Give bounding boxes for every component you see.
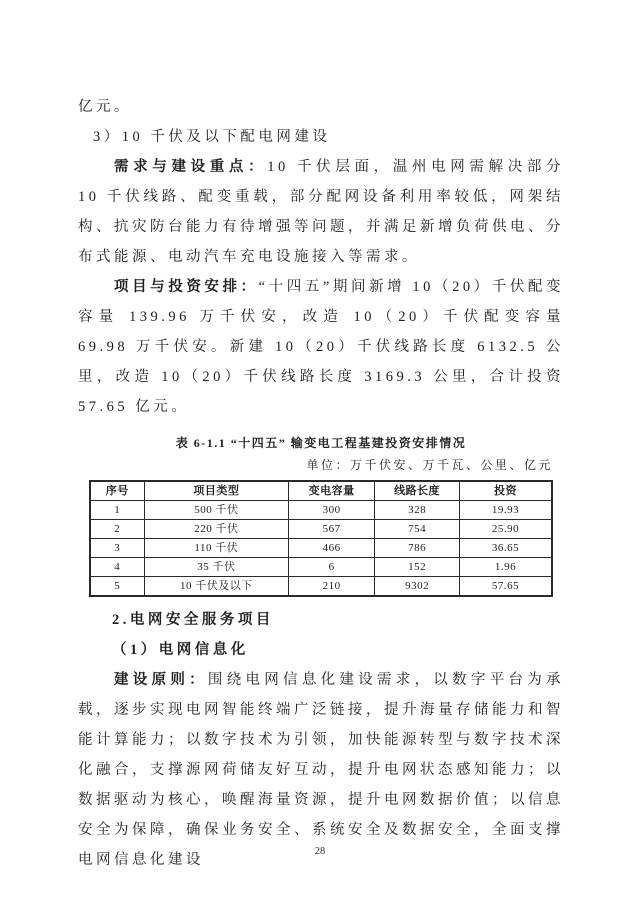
heading-grid-security-services: 2.电网安全服务项目 — [112, 612, 274, 628]
paragraph-demand-text: 10 千伏层面，温州电网需解决部分 10 千伏线路、配变重载，部分配网设备利用率较低，网架结构、抗灾防台能力有待增强等问题，并满足新增负荷供电、分布式能源、电动汽车充电设施接入等需求。 — [78, 159, 565, 265]
table-cell: 220 千伏 — [144, 520, 289, 539]
paragraph-investment — [78, 272, 564, 422]
investment-table-block — [89, 434, 553, 597]
table-cell: 35 千伏 — [144, 558, 289, 577]
table-cell: 10 千伏及以下 — [144, 577, 289, 597]
table-unit-note: 单位：万千伏安、万千瓦、公里、亿元 — [306, 458, 553, 472]
table-cell: 110 千伏 — [144, 539, 289, 558]
table-cell: 6 — [289, 558, 375, 577]
table-caption: 表 6-1.1 “十四五” 输变电工程基建投资安排情况 — [175, 436, 467, 450]
paragraph-construction-principles — [78, 665, 564, 875]
table-cell: 36.65 — [460, 539, 552, 558]
table-row — [90, 539, 552, 558]
heading-10kv-distribution: 3）10 千伏及以下配电网建设 — [93, 129, 331, 145]
table-cell: 57.65 — [460, 577, 552, 597]
table-cell: 754 — [375, 520, 460, 539]
table-header-row — [90, 481, 552, 501]
table-cell: 466 — [289, 539, 375, 558]
table-cell: 152 — [375, 558, 460, 577]
heading-grid-informatization: （1）电网信息化 — [112, 642, 249, 658]
table-cell: 500 千伏 — [144, 501, 289, 520]
table-cell: 1.96 — [460, 558, 552, 577]
paragraph-demand-label: 需求与建设重点： — [114, 159, 268, 175]
table-cell: 786 — [375, 539, 460, 558]
table-cell: 19.93 — [460, 501, 552, 520]
page-number: 28 — [314, 846, 326, 857]
table-cell: 328 — [375, 501, 460, 520]
investment-table — [89, 480, 553, 597]
paragraph-principles-label: 建设原则： — [114, 672, 208, 688]
table-cell: 567 — [289, 520, 375, 539]
table-cell: 300 — [289, 501, 375, 520]
paragraph-investment-label: 项目与投资安排： — [114, 279, 259, 295]
paragraph-principles-text: 围绕电网信息化建设需求，以数字平台为承载，逐步实现电网智能终端广泛链接，提升海量存储能力和智能计算能力；以数字技术为引领，加快能源转型与数字技术深化融合，支撑源网荷储友好互动，提升电网状态感知能力；以数据驱动为核心，唤醒海量资源，提升电网数据价值；以信息安全为保障，确保业务安全、系统安全及数据安全，全面支撑电网信息化建设 — [78, 672, 565, 868]
table-row — [90, 520, 552, 539]
column-header-investment: 投资 — [460, 481, 552, 501]
table-cell: 3 — [90, 539, 144, 558]
table-cell: 2 — [90, 520, 144, 539]
content-area — [78, 92, 564, 875]
paragraph-continuation: 亿元。 — [78, 99, 132, 115]
table-cell: 5 — [90, 577, 144, 597]
table-row — [90, 558, 552, 577]
column-header-index: 序号 — [90, 481, 144, 501]
table-cell: 1 — [90, 501, 144, 520]
paragraph-investment-text: “十四五”期间新增 10（20）千伏配变容量 139.96 万千伏安，改造 10（20）千伏配变容量 69.98 万千伏安。新建 10（20）千伏线路长度 6132.5 公里，改造 10（20）千伏线路长度 3169.3 公里，合计投资 57.65 亿元。 — [78, 279, 564, 415]
table-cell: 4 — [90, 558, 144, 577]
column-header-project-type: 项目类型 — [144, 481, 289, 501]
table-cell: 9302 — [375, 577, 460, 597]
paragraph-demand — [78, 152, 564, 272]
column-header-line-length: 线路长度 — [375, 481, 460, 501]
column-header-substation-capacity: 变电容量 — [289, 481, 375, 501]
table-cell: 25.90 — [460, 520, 552, 539]
table-cell: 210 — [289, 577, 375, 597]
table-row — [90, 501, 552, 520]
table-row — [90, 577, 552, 597]
